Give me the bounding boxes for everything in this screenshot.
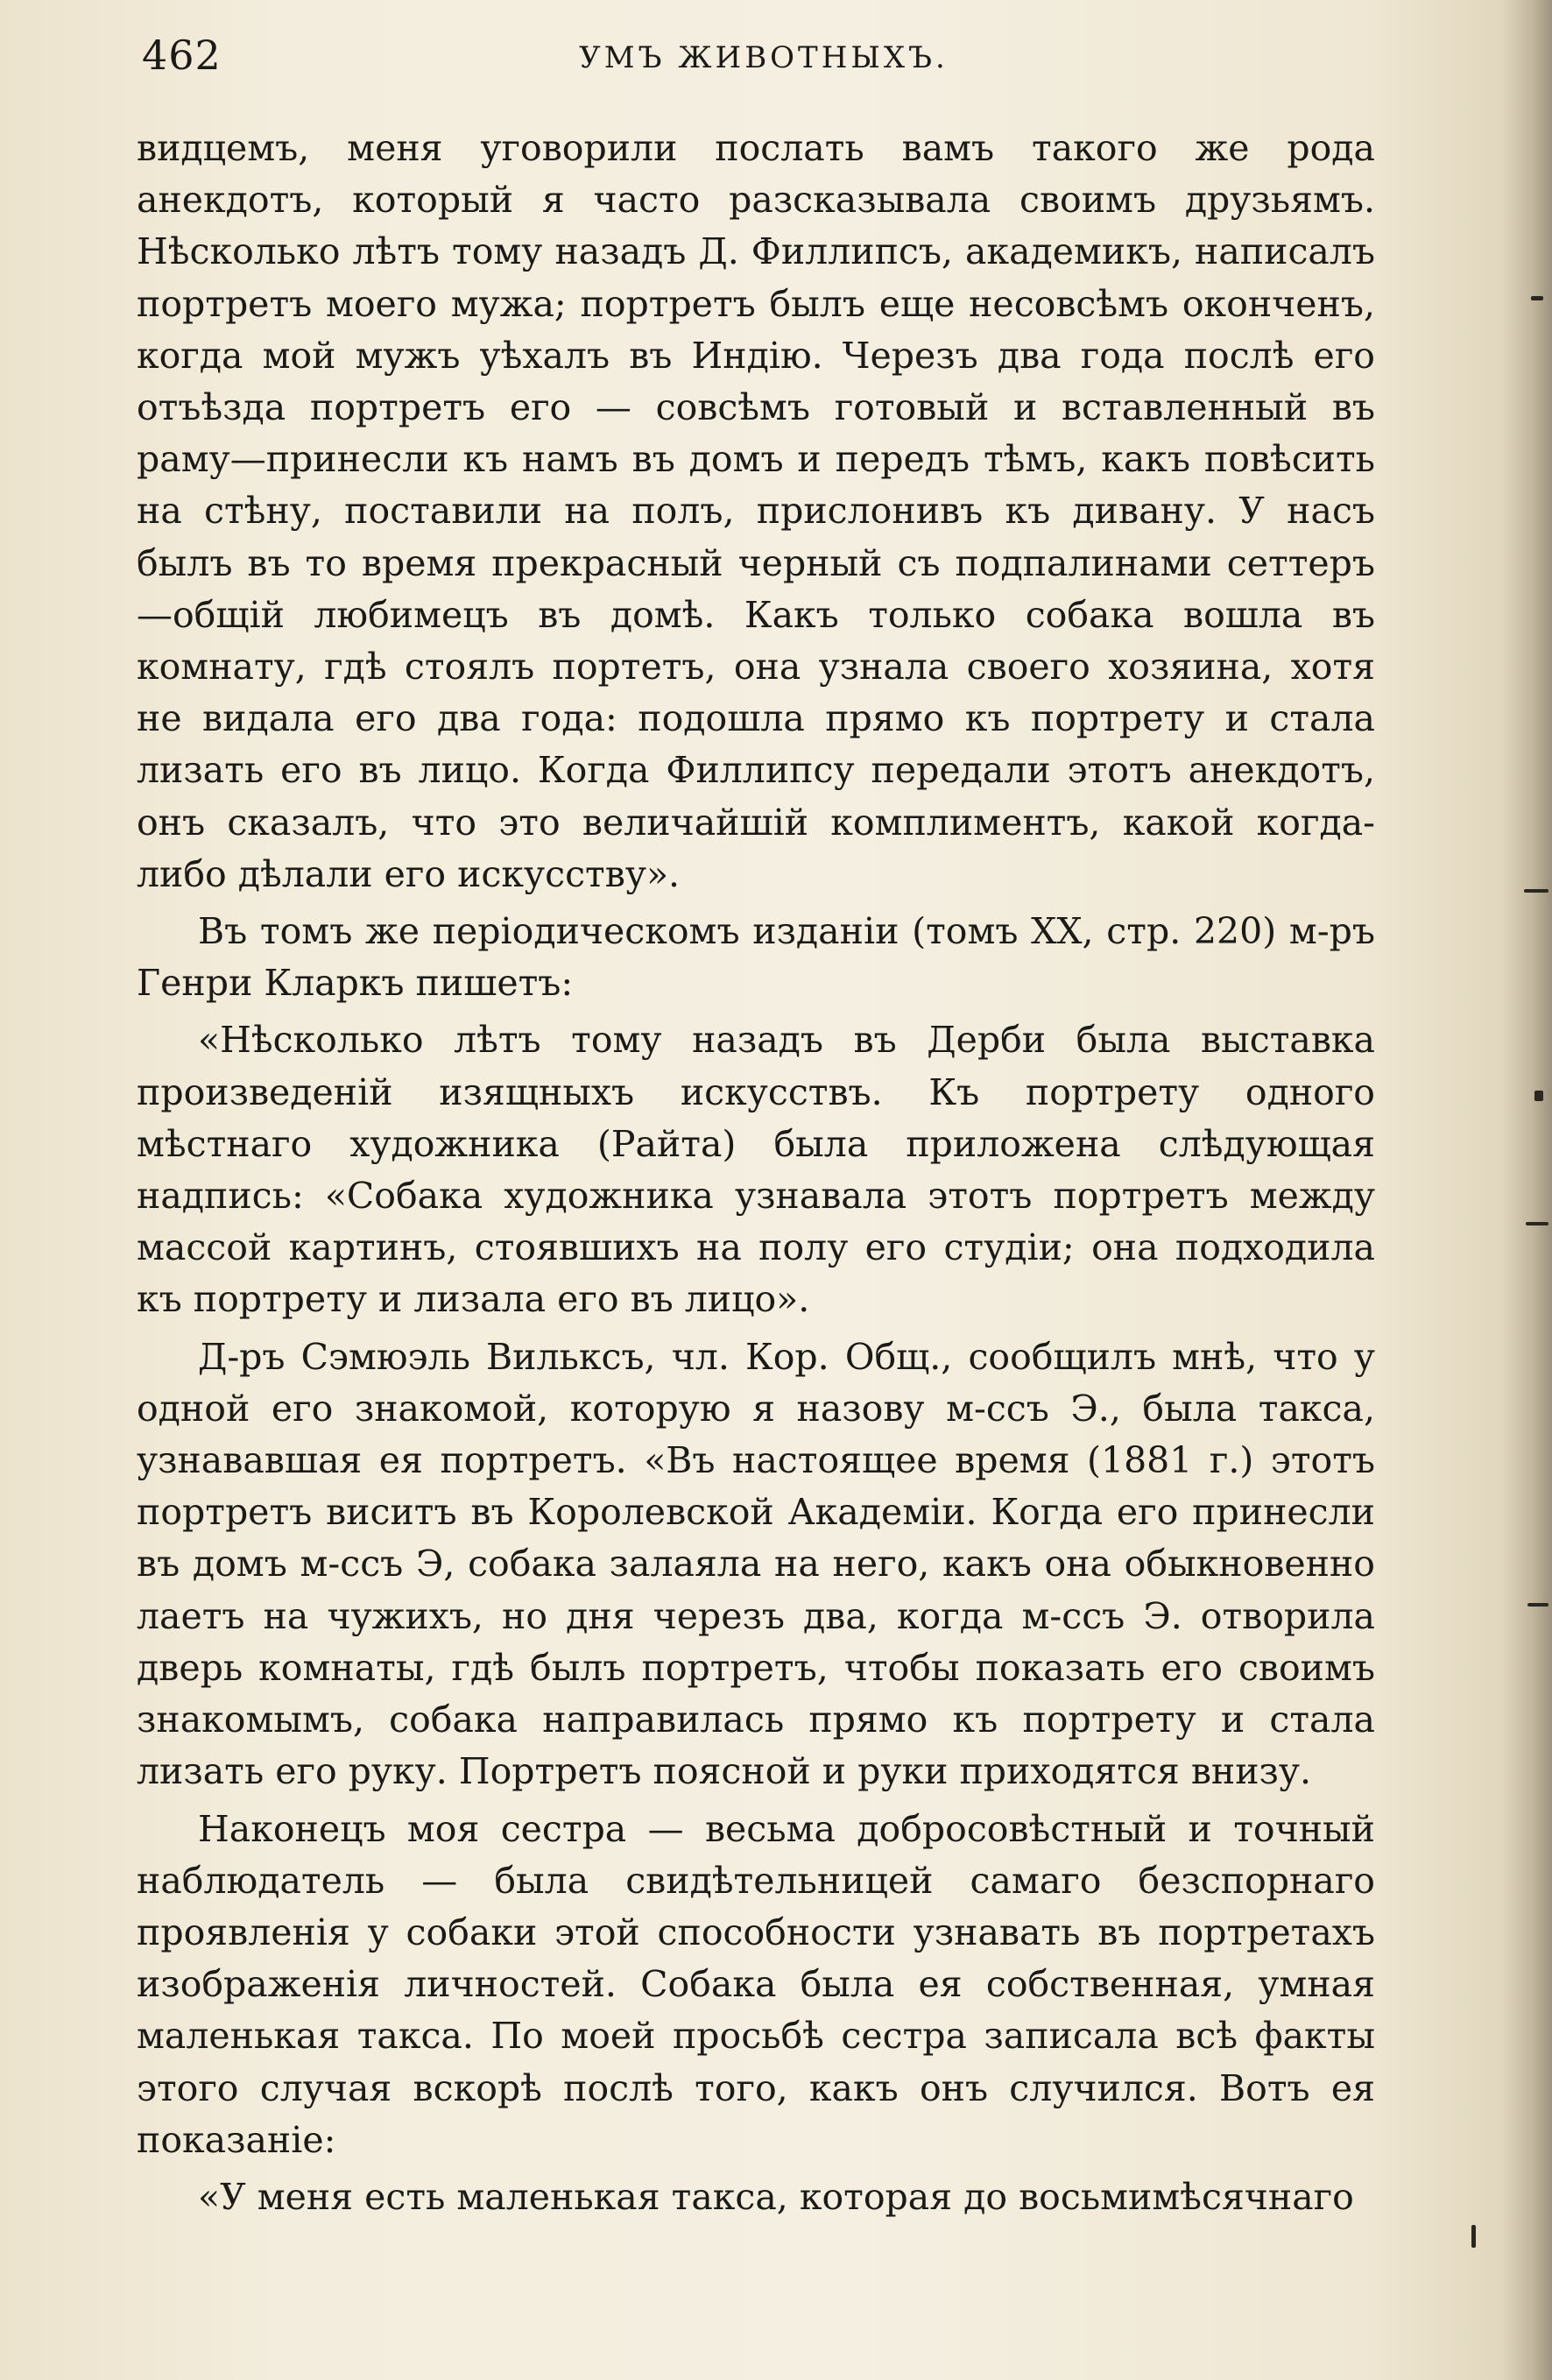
body-text [137,123,1375,2223]
margin-ink-mark [1527,1603,1548,1607]
page-number: 462 [142,32,222,79]
running-title: УМЪ ЖИВОТНЫХЪ. [579,40,949,75]
margin-ink-mark [1531,296,1543,300]
paragraph: видцемъ, меня уговорили послать вамъ такого же рода анекдотъ, который я часто разсказывала своимъ друзьямъ. Нѣсколько лѣтъ тому назадъ Д. Филлипсъ, академикъ, написалъ портретъ моего мужа; портретъ былъ еще несовсѣмъ оконченъ, когда мой мужъ уѣхалъ въ Индію. Черезъ два года послѣ его отъѣзда портретъ его — совсѣмъ готовый и вставленный въ раму—принесли къ намъ въ домъ и передъ тѣмъ, какъ повѣсить на стѣну, поставили на полъ, прислонивъ къ дивану. У насъ былъ въ то время прекрасный черный съ подпалинами сеттеръ—общій любимецъ въ домѣ. Какъ только собака вошла въ комнату, гдѣ стоялъ портетъ, она узнала своего хозяина, хотя не видала его два года: подошла прямо къ портрету и стала лизать его въ лицо. Когда Филлипсу передали этотъ анекдотъ, онъ сказалъ, что это величайшій комплиментъ, какой когда-либо дѣлали его искусству». [137,127,1375,895]
margin-ink-mark [1526,1222,1548,1225]
page-header [142,25,1386,86]
margin-ink-mark [1534,1091,1543,1101]
paragraph: Наконецъ моя сестра — весьма добросовѣстный и точный наблюдатель — была свидѣтельницей самаго безспорнаго проявленія у собаки этой способности узнавать въ портретахъ изображенія личностей. Собака была ея собственная, умная маленькая такса. По моей просьбѣ сестра записала всѣ факты этого случая вскорѣ послѣ того, какъ онъ случился. Вотъ ея показаніе: [137,1807,1375,2161]
paragraph: Д-ръ Сэмюэль Вилькcъ, чл. Кор. Общ., сообщилъ мнѣ, что у одной его знакомой, которую я назову м-ссъ Э., была такса, узнававшая ея портретъ. «Въ настоящее время (1881 г.) этотъ портретъ виситъ въ Королевской Академіи. Когда его принесли въ домъ м-ссъ Э, собака залаяла на него, какъ она обыкновенно лаетъ на чужихъ, но дня черезъ два, когда м-ссъ Э. отворила дверь комнаты, гдѣ былъ портретъ, чтобы показать его своимъ знакомымъ, собака направилась прямо къ портрету и стала лизать его руку. Портретъ поясной и руки приходятся внизу. [137,1335,1375,1793]
page-gutter-shadow [1501,0,1552,2380]
margin-ink-mark [1524,889,1548,893]
margin-ink-mark [1471,2225,1476,2248]
paragraph: «Нѣсколько лѣтъ тому назадъ въ Дерби была выставка произведеній изящныхъ искусствъ. Къ портрету одного мѣстнаго художника (Райта) была приложена слѣдующая надпись: «Собака художника узнавала этотъ портретъ между массой картинъ, стоявшихъ на полу его студіи; она подходила къ портрету и лизала его въ лицо». [137,1019,1375,1321]
paragraph: «У меня есть маленькая такса, которая до восьмимѣсячнаго [198,2175,1354,2218]
paragraph: Въ томъ же періодическомъ изданіи (томъ XX, стр. 220) м-ръ Генри Кларкъ пишетъ: [137,910,1375,1005]
